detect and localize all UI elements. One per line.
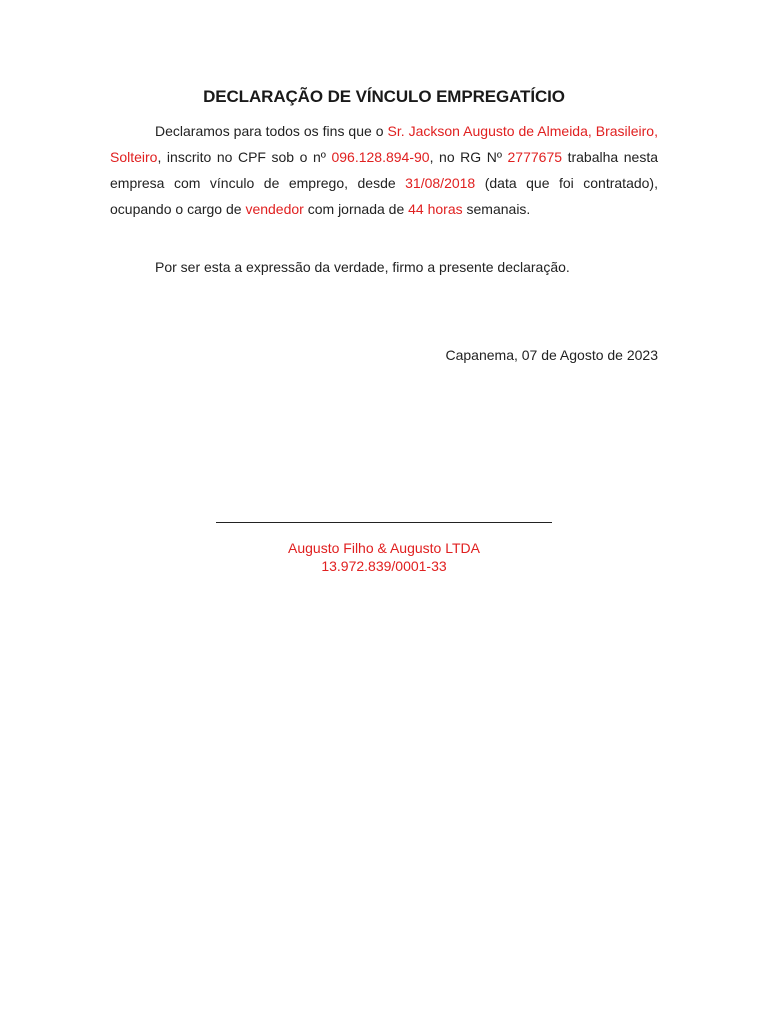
text-intro: Declaramos para todos os fins que o	[155, 123, 388, 139]
text-cpf-label: , inscrito no CPF sob o nº	[157, 149, 332, 165]
text-employment: trabalha nesta empresa com vínculo de emprego, desde	[110, 149, 658, 191]
employee-name: Sr. Jackson Augusto de Almeida, Brasileiro, Solteiro	[110, 123, 658, 165]
text-hours-label: com jornada de	[303, 201, 409, 217]
employee-rg: 2777675	[507, 149, 563, 165]
text-role-label: (data que foi contratado), ocupando o cargo de	[110, 175, 658, 217]
start-date: 31/08/2018	[405, 175, 476, 191]
signature-line	[216, 522, 552, 523]
place-and-date: Capanema, 07 de Agosto de 2023	[445, 347, 658, 363]
declaration-paragraph	[110, 118, 658, 222]
company-name: Augusto Filho & Augusto LTDA	[288, 540, 480, 556]
company-cnpj: 13.972.839/0001-33	[321, 558, 447, 574]
text-closing: semanais.	[462, 201, 531, 217]
document-title: DECLARAÇÃO DE VÍNCULO EMPREGATÍCIO	[203, 87, 565, 106]
work-hours: 44 horas	[408, 201, 463, 217]
employee-role: vendedor	[245, 201, 304, 217]
truth-statement: Por ser esta a expressão da verdade, firmo a presente declaração.	[155, 259, 570, 275]
employee-cpf: 096.128.894-90	[331, 149, 430, 165]
text-rg-label: , no RG Nº	[429, 149, 508, 165]
